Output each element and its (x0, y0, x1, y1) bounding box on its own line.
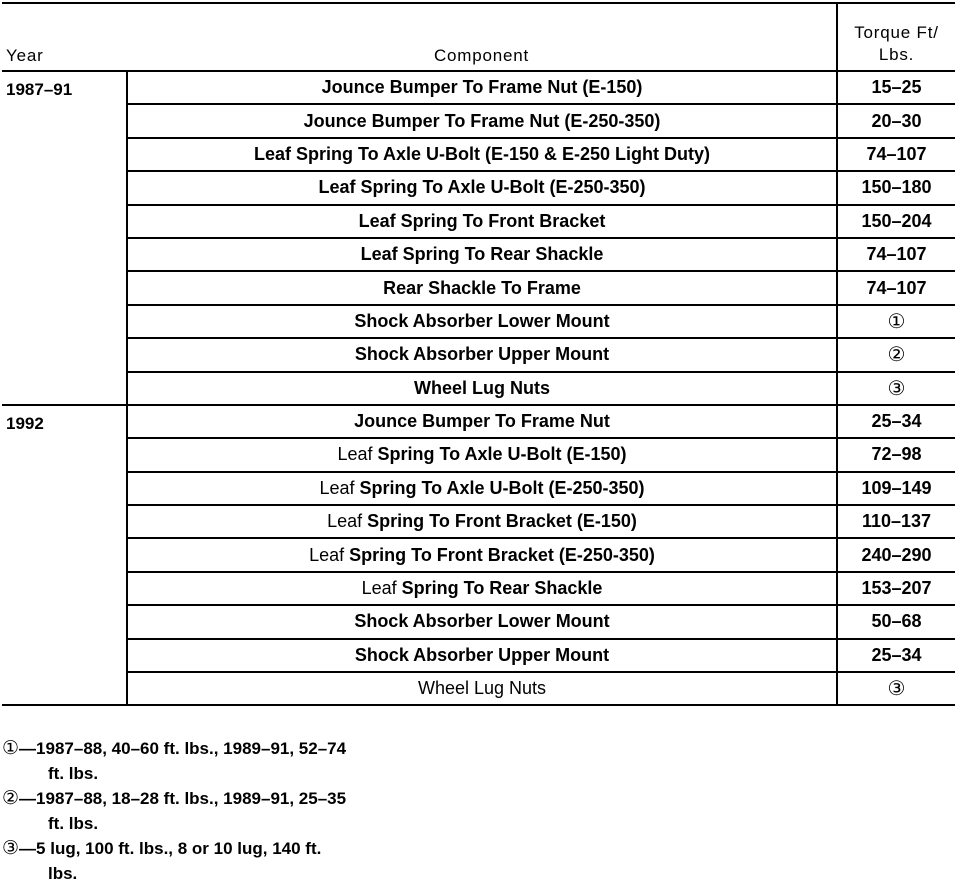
component-prefix: Leaf (319, 477, 355, 498)
torque-cell: 150–180 (837, 171, 955, 204)
component-cell (127, 205, 837, 238)
torque-cell: 109–149 (837, 472, 955, 505)
torque-cell: 74–107 (837, 238, 955, 271)
header-year: Year (2, 3, 127, 71)
footnote-line (2, 836, 346, 861)
footnote-line (2, 736, 346, 761)
footnote-continuation: ft. lbs. (48, 814, 99, 833)
component-name: Spring To Axle U-Bolt (E-150) (377, 444, 627, 465)
component-cell (127, 305, 837, 338)
torque-cell: 240–290 (837, 538, 955, 571)
torque-cell: 150–204 (837, 205, 955, 238)
header-torque-line2: Lbs. (878, 45, 915, 64)
component-cell (127, 572, 837, 605)
component-cell (127, 138, 837, 171)
table-row (2, 238, 955, 271)
component-name: Shock Absorber Upper Mount (354, 344, 610, 365)
footnote-mark: ② (2, 788, 20, 809)
component-cell (127, 171, 837, 204)
component-cell (127, 438, 837, 471)
component-cell (127, 538, 837, 571)
footnotes (2, 736, 346, 886)
component-cell (127, 372, 837, 405)
footnote-continuation: lbs. (48, 864, 78, 883)
table-row (2, 271, 955, 304)
component-name: Leaf Spring To Front Bracket (358, 210, 606, 231)
table-row (2, 605, 955, 638)
table-row (2, 538, 955, 571)
component-cell (127, 505, 837, 538)
component-name: Shock Absorber Lower Mount (354, 310, 610, 331)
torque-cell: 25–34 (837, 405, 955, 438)
footnote-text: —1987–88, 18–28 ft. lbs., 1989–91, 25–35 (19, 789, 347, 808)
component-cell (127, 639, 837, 672)
component-name: Leaf Spring To Axle U-Bolt (E-250-350) (318, 177, 646, 198)
component-prefix: Leaf (337, 444, 373, 465)
component-prefix: Leaf (309, 544, 345, 565)
torque-cell: 72–98 (837, 438, 955, 471)
component-cell (127, 405, 837, 438)
component-cell (127, 338, 837, 371)
torque-cell: 110–137 (837, 505, 955, 538)
footnote-mark: ① (2, 738, 20, 759)
component-name: Leaf Spring To Rear Shackle (360, 244, 604, 265)
component-name: Leaf Spring To Axle U-Bolt (E-150 & E-250 Light Duty) (253, 143, 711, 164)
component-cell (127, 271, 837, 304)
component-cell (127, 104, 837, 137)
torque-cell: 74–107 (837, 138, 955, 171)
table-row (2, 205, 955, 238)
component-name: Shock Absorber Lower Mount (354, 611, 610, 632)
component-cell (127, 605, 837, 638)
table-body (2, 71, 955, 705)
table-row (2, 305, 955, 338)
footnote-mark: ③ (2, 838, 20, 859)
table-row (2, 438, 955, 471)
torque-spec-table (2, 2, 955, 706)
component-name: Jounce Bumper To Frame Nut (E-150) (321, 77, 643, 98)
torque-cell: ③ (837, 372, 955, 405)
torque-cell: 25–34 (837, 639, 955, 672)
footnote-continuation: ft. lbs. (48, 764, 99, 783)
footnote-text: —1987–88, 40–60 ft. lbs., 1989–91, 52–74 (19, 739, 347, 758)
table-row (2, 505, 955, 538)
component-name: Spring To Rear Shackle (401, 578, 603, 599)
table-row (2, 138, 955, 171)
component-prefix: Leaf (361, 578, 397, 599)
table-row (2, 472, 955, 505)
component-cell (127, 71, 837, 104)
component-prefix: Leaf (327, 511, 363, 532)
torque-cell: ③ (837, 672, 955, 705)
year-cell: 1987–91 (2, 71, 127, 405)
component-name: Shock Absorber Upper Mount (354, 644, 610, 665)
table-row (2, 372, 955, 405)
table-row (2, 572, 955, 605)
footnote-line (2, 786, 346, 811)
component-name: Spring To Front Bracket (E-250-350) (349, 544, 655, 565)
torque-cell: ② (837, 338, 955, 371)
torque-cell: 15–25 (837, 71, 955, 104)
component-cell (127, 672, 837, 705)
header-component: Component (127, 3, 837, 71)
header-torque (837, 3, 955, 71)
component-name: Jounce Bumper To Frame Nut (E-250-350) (303, 110, 661, 131)
year-cell: 1992 (2, 405, 127, 706)
table-row (2, 338, 955, 371)
component-name: Jounce Bumper To Frame Nut (354, 411, 610, 432)
component-name: Spring To Axle U-Bolt (E-250-350) (359, 477, 645, 498)
torque-cell: 74–107 (837, 271, 955, 304)
torque-cell: 153–207 (837, 572, 955, 605)
component-name: Wheel Lug Nuts (417, 678, 547, 699)
table-row (2, 672, 955, 705)
footnote-text: —5 lug, 100 ft. lbs., 8 or 10 lug, 140 ft. (19, 839, 322, 858)
table-header-row (2, 3, 955, 71)
component-name: Rear Shackle To Frame (383, 277, 581, 298)
table-row (2, 639, 955, 672)
torque-cell: 50–68 (837, 605, 955, 638)
header-torque-line1: Torque Ft/ (854, 23, 939, 42)
component-cell (127, 472, 837, 505)
torque-cell: 20–30 (837, 104, 955, 137)
component-name: Spring To Front Bracket (E-150) (367, 511, 637, 532)
table-row (2, 405, 955, 438)
component-cell (127, 238, 837, 271)
table-row (2, 71, 955, 104)
table-row (2, 171, 955, 204)
table-row (2, 104, 955, 137)
torque-cell: ① (837, 305, 955, 338)
component-name: Wheel Lug Nuts (414, 377, 550, 398)
